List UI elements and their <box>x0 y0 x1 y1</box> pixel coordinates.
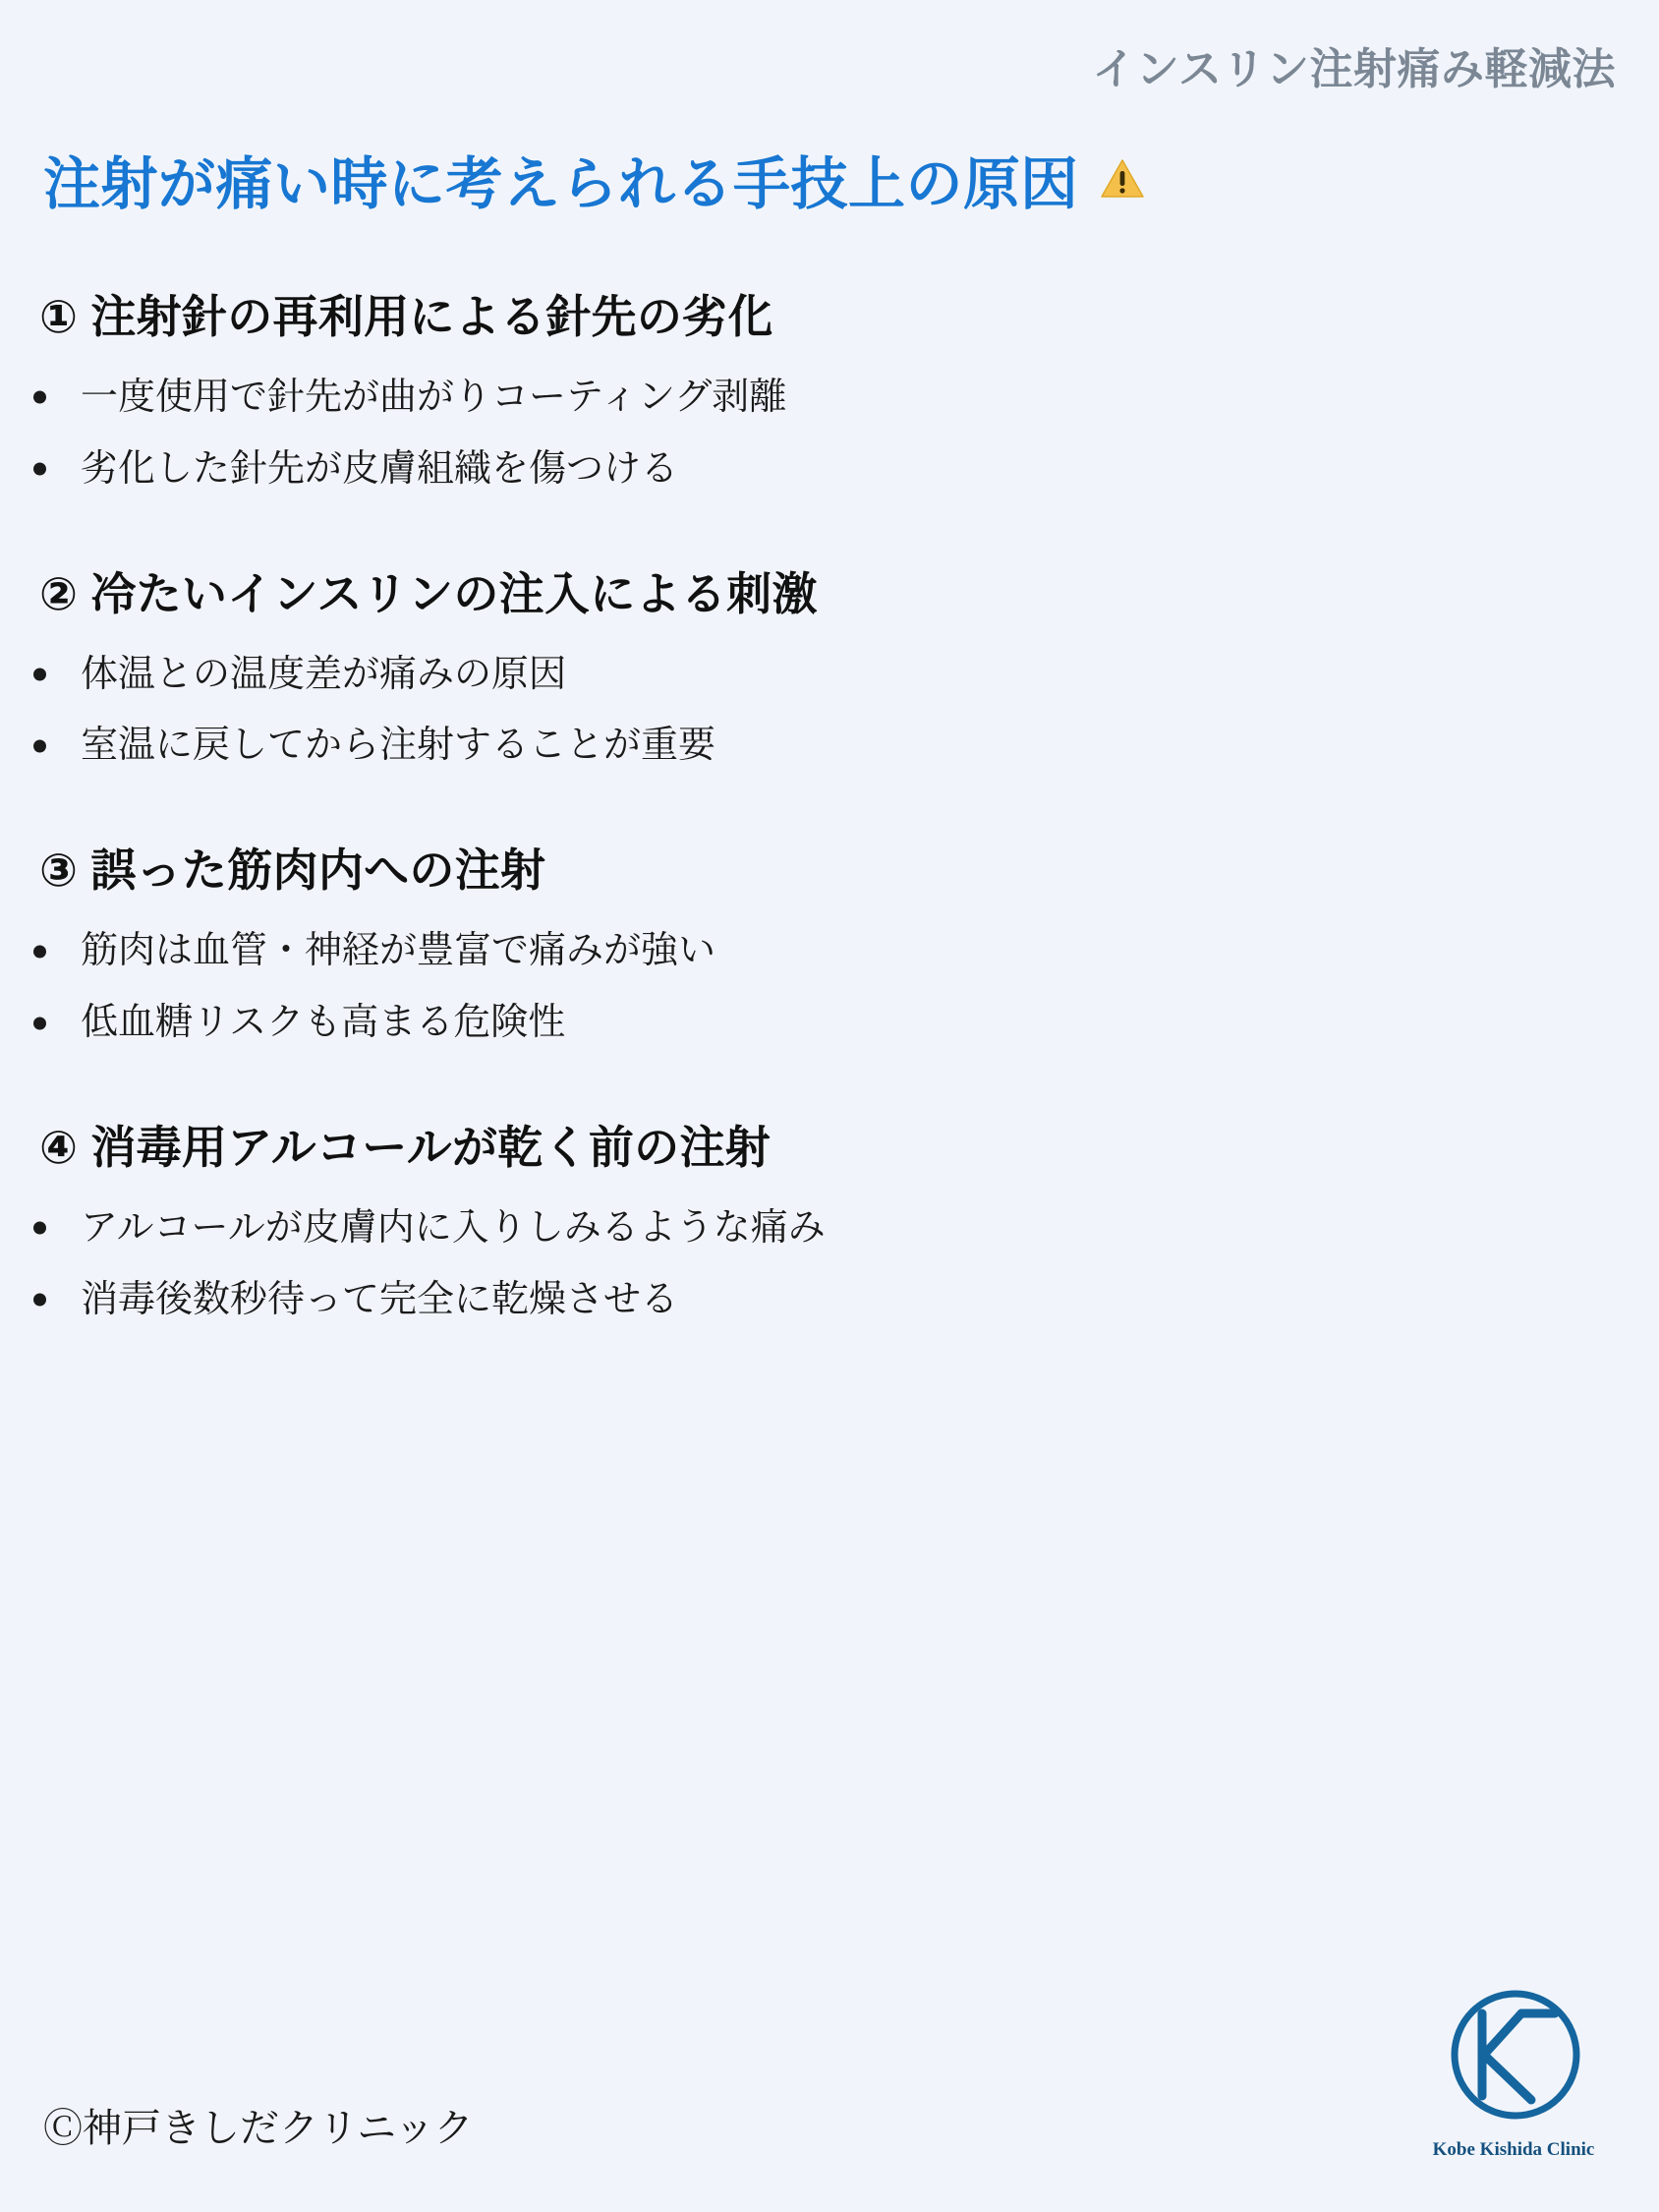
section-1-bullets <box>0 362 1659 505</box>
section-4 <box>0 1098 1659 1336</box>
header-kicker: インスリン注射痛み軽減法 <box>1092 45 1616 93</box>
section-3-heading: ③ 誤った筋肉内への注射 <box>39 844 546 897</box>
list-item: 室温に戻してから注射することが重要 <box>0 710 1659 782</box>
clinic-logo-caption: Kobe Kishida Clinic <box>1432 2139 1595 2160</box>
content-body <box>0 267 1659 1346</box>
warning-icon <box>1100 158 1145 200</box>
section-2 <box>0 545 1659 783</box>
list-item: 低血糖リスクも高まる危険性 <box>0 987 1659 1059</box>
section-2-bullets <box>0 639 1659 783</box>
section-4-heading: ④ 消毒用アルコールが乾く前の注射 <box>39 1121 772 1173</box>
list-item: 体温との温度差が痛みの原因 <box>0 639 1659 711</box>
list-item: 一度使用で針先が曲がりコーティング剥離 <box>0 362 1659 434</box>
section-4-bullets <box>0 1193 1659 1336</box>
list-item: アルコールが皮膚内に入りしみるような痛み <box>0 1193 1659 1264</box>
list-item: 劣化した針先が皮膚組織を傷つける <box>0 434 1659 505</box>
section-1 <box>0 267 1659 505</box>
page-title: 注射が痛い時に考えられる手技上の原因 <box>43 152 1079 216</box>
section-2-heading: ② 冷たいインスリンの注入による刺激 <box>39 567 818 619</box>
section-1-heading: ① 注射針の再利用による針先の劣化 <box>39 291 773 342</box>
section-3 <box>0 821 1659 1059</box>
list-item: 筋肉は血管・神経が豊富で痛みが強い <box>0 915 1659 987</box>
page-title-row <box>43 138 1145 220</box>
list-item: 消毒後数秒待って完全に乾燥させる <box>0 1264 1659 1336</box>
clinic-logo <box>1405 1980 1622 2157</box>
copyright-text: Ⓒ神戸きしだクリニック <box>43 2107 474 2150</box>
section-3-bullets <box>0 915 1659 1059</box>
